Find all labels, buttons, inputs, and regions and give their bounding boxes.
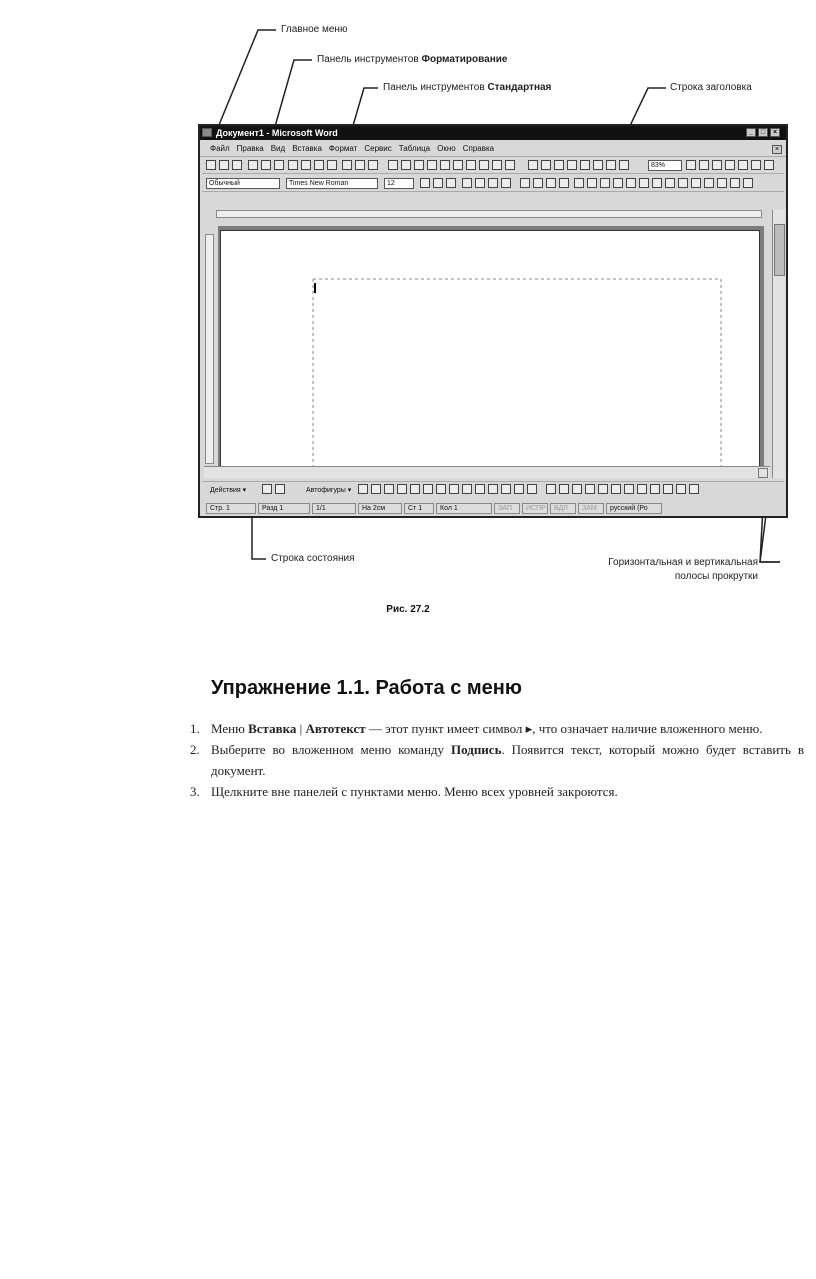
toolbar-button-icon[interactable] [580,160,590,170]
menu-view[interactable]: Вид [270,144,286,153]
toolbar-button-icon[interactable] [598,484,608,494]
toolbar-button-icon[interactable] [686,160,696,170]
toolbar-button-icon[interactable] [475,484,485,494]
toolbar-button-icon[interactable] [600,178,610,188]
menu-insert[interactable]: Вставка [292,144,322,153]
toolbar-button-icon[interactable] [546,484,556,494]
toolbar-button-icon[interactable] [414,160,424,170]
horizontal-scrollbar[interactable] [204,466,770,478]
zoom-field[interactable]: 83% [648,160,682,171]
status-rec: ЗАП [494,503,520,514]
status-ext: ВДЛ [550,503,576,514]
list-item [190,718,804,739]
step-text: Выберите во вложенном меню команду [211,742,451,757]
toolbar-button-icon[interactable] [327,160,337,170]
toolbar-button-icon[interactable] [699,160,709,170]
toolbar-button-icon[interactable] [606,160,616,170]
exercise-heading: Упражнение 1.1. Работа с меню [211,677,522,699]
horizontal-ruler [216,210,762,218]
font-select[interactable]: Times New Roman [286,178,378,189]
callout-format-toolbar [317,54,507,65]
drawing-toolbar [202,481,784,499]
status-position: На 2см [358,503,402,514]
toolbar-button-icon[interactable] [514,484,524,494]
toolbar-button-icon[interactable] [342,160,352,170]
toolbar-button-icon[interactable] [501,178,511,188]
toolbar-button-icon[interactable] [436,484,446,494]
step-number: 1. [190,721,200,736]
standard-toolbar [202,158,784,174]
toolbar-button-icon[interactable] [388,160,398,170]
menu-file[interactable]: Файл [210,144,230,153]
menu-table[interactable]: Таблица [398,144,431,153]
toolbar-button-icon[interactable] [676,484,686,494]
toolbar-button-icon[interactable] [219,160,229,170]
status-page: Стр. 1 [206,503,256,514]
toolbar-button-icon[interactable] [533,178,543,188]
list-item [190,739,804,781]
toolbar-button-icon[interactable] [384,484,394,494]
step-text: | [296,721,306,736]
toolbar-button-icon[interactable] [423,484,433,494]
document-page[interactable] [220,230,760,470]
status-bar [202,502,784,515]
menu-help[interactable]: Справка [462,144,495,153]
toolbar-button-icon[interactable] [520,178,530,188]
status-line: Ст 1 [404,503,434,514]
toolbar-button-icon[interactable] [492,160,502,170]
toolbar-button-icon[interactable] [691,178,701,188]
page-margin-guides [221,231,759,469]
toolbar-button-icon[interactable] [462,484,472,494]
title-bar [200,126,786,140]
toolbar-button-icon[interactable] [743,178,753,188]
toolbar-button-icon[interactable] [501,484,511,494]
toolbar-button-icon[interactable] [730,178,740,188]
toolbar-button-icon[interactable] [626,178,636,188]
step-text: Меню [211,721,249,736]
toolbar-button-icon[interactable] [587,178,597,188]
callout-standard-name: Стандартная [487,82,552,93]
menu-format[interactable]: Формат [328,144,358,153]
toolbar-button-icon[interactable] [725,160,735,170]
toolbar-button-icon[interactable] [453,160,463,170]
toolbar-button-icon[interactable] [446,178,456,188]
step-text: — этот пункт имеет символ ▸, что означает наличие вложенного меню. [365,721,763,736]
vertical-scroll-thumb[interactable] [774,224,785,276]
menu-bar [200,142,786,157]
toolbar-button-icon[interactable] [401,160,411,170]
toolbar-button-icon[interactable] [704,178,714,188]
toolbar-button-icon[interactable] [232,160,242,170]
formatting-toolbar [202,176,784,192]
toolbar-button-icon[interactable] [397,484,407,494]
toolbar-button-icon[interactable] [288,160,298,170]
draw-actions-menu[interactable]: Действия ▾ [210,487,247,494]
app-icon [202,128,212,137]
callout-scrollbars-line1: Горизонтальная и вертикальная [608,557,758,568]
toolbar-button-icon[interactable] [611,484,621,494]
toolbar-button-icon[interactable] [639,178,649,188]
toolbar-button-icon[interactable] [527,484,537,494]
toolbar-button-icon[interactable] [462,178,472,188]
menu-window[interactable]: Окно [437,144,456,153]
toolbar-button-icon[interactable] [541,160,551,170]
autoshapes-menu[interactable]: Автофигуры ▾ [306,487,352,494]
toolbar-button-icon[interactable] [764,160,774,170]
toolbar-button-icon[interactable] [449,484,459,494]
vertical-ruler [205,234,214,464]
toolbar-button-icon[interactable] [358,484,368,494]
step-number: 3. [190,784,200,799]
callout-status-bar: Строка состояния [271,553,355,564]
toolbar-button-icon[interactable] [371,484,381,494]
callout-title-bar: Строка заголовка [670,82,752,93]
toolbar-button-icon[interactable] [559,484,569,494]
toolbar-button-icon[interactable] [717,178,727,188]
font-size-select[interactable]: 12 [384,178,414,189]
toolbar-button-icon[interactable] [466,160,476,170]
toolbar-button-icon[interactable] [262,484,272,494]
toolbar-button-icon[interactable] [559,178,569,188]
toolbar-button-icon[interactable] [479,160,489,170]
toolbar-button-icon[interactable] [593,160,603,170]
toolbar-button-icon[interactable] [368,160,378,170]
status-trk: ИСПР [522,503,548,514]
step-text: . Появится текст, который можно будет вставить в документ. [211,742,805,778]
status-pages: 1/1 [312,503,356,514]
minimize-button[interactable]: _ [746,128,756,137]
maximize-button[interactable]: □ [758,128,768,137]
toolbar-button-icon[interactable] [275,484,285,494]
menu-tools[interactable]: Сервис [364,144,392,153]
style-select[interactable]: Обычный [206,178,280,189]
toolbar-button-icon[interactable] [663,484,673,494]
toolbar-button-icon[interactable] [274,160,284,170]
toolbar-button-icon[interactable] [585,484,595,494]
toolbar-button-icon[interactable] [678,178,688,188]
figure-caption: Рис. 27.2 [386,604,430,615]
toolbar-button-icon[interactable] [355,160,365,170]
status-section: Разд 1 [258,503,310,514]
toolbar-button-icon[interactable] [505,160,515,170]
word-window [198,124,788,518]
toolbar-button-icon[interactable] [689,484,699,494]
toolbar-button-icon[interactable] [554,160,564,170]
status-language: русский (Ро [606,503,662,514]
exercise-steps [190,718,804,802]
toolbar-button-icon[interactable] [261,160,271,170]
toolbar-button-icon[interactable] [433,178,443,188]
toolbar-button-icon[interactable] [574,178,584,188]
toolbar-button-icon[interactable] [637,484,647,494]
callout-standard-toolbar [383,82,551,93]
toolbar-button-icon[interactable] [206,160,216,170]
toolbar-button-icon[interactable] [619,160,629,170]
step-number: 2. [190,742,200,757]
leader-status-bar [252,513,266,559]
toolbar-button-icon[interactable] [314,160,324,170]
toolbar-button-icon[interactable] [488,484,498,494]
toolbar-button-icon[interactable] [650,484,660,494]
callout-format-name: Форматирование [421,54,508,65]
status-ovr: ЗАМ [578,503,604,514]
toolbar-button-icon[interactable] [546,178,556,188]
toolbar-button-icon[interactable] [488,178,498,188]
vertical-scrollbar[interactable] [772,210,785,478]
toolbar-button-icon[interactable] [427,160,437,170]
step-text: Щелкните вне панелей с пунктами меню. Меню всех уровней закроются. [211,784,618,799]
toolbar-button-icon[interactable] [420,178,430,188]
toolbar-button-icon[interactable] [567,160,577,170]
toolbar-button-icon[interactable] [248,160,258,170]
callout-standard-prefix: Панель инструментов [383,82,488,93]
callout-main-menu: Главное меню [281,24,348,35]
doc-close-button[interactable]: × [772,145,782,154]
scroll-right-arrow[interactable] [758,468,768,478]
toolbar-button-icon[interactable] [613,178,623,188]
toolbar-button-icon[interactable] [712,160,722,170]
toolbar-button-icon[interactable] [528,160,538,170]
callout-format-prefix: Панель инструментов [317,54,422,65]
toolbar-button-icon[interactable] [738,160,748,170]
toolbar-button-icon[interactable] [751,160,761,170]
toolbar-button-icon[interactable] [652,178,662,188]
callout-scrollbars-line2: полосы прокрутки [674,571,758,582]
toolbar-button-icon[interactable] [440,160,450,170]
toolbar-button-icon[interactable] [624,484,634,494]
list-item [190,781,804,802]
window-title: Документ1 - Microsoft Word [216,128,338,138]
toolbar-button-icon[interactable] [410,484,420,494]
close-button[interactable]: × [770,128,780,137]
status-column: Кол 1 [436,503,492,514]
toolbar-button-icon[interactable] [572,484,582,494]
step-bold: Автотекст [305,721,366,736]
step-bold: Вставка [248,721,297,736]
toolbar-button-icon[interactable] [665,178,675,188]
toolbar-button-icon[interactable] [301,160,311,170]
toolbar-button-icon[interactable] [475,178,485,188]
step-bold: Подпись [451,742,502,757]
menu-edit[interactable]: Правка [236,144,264,153]
